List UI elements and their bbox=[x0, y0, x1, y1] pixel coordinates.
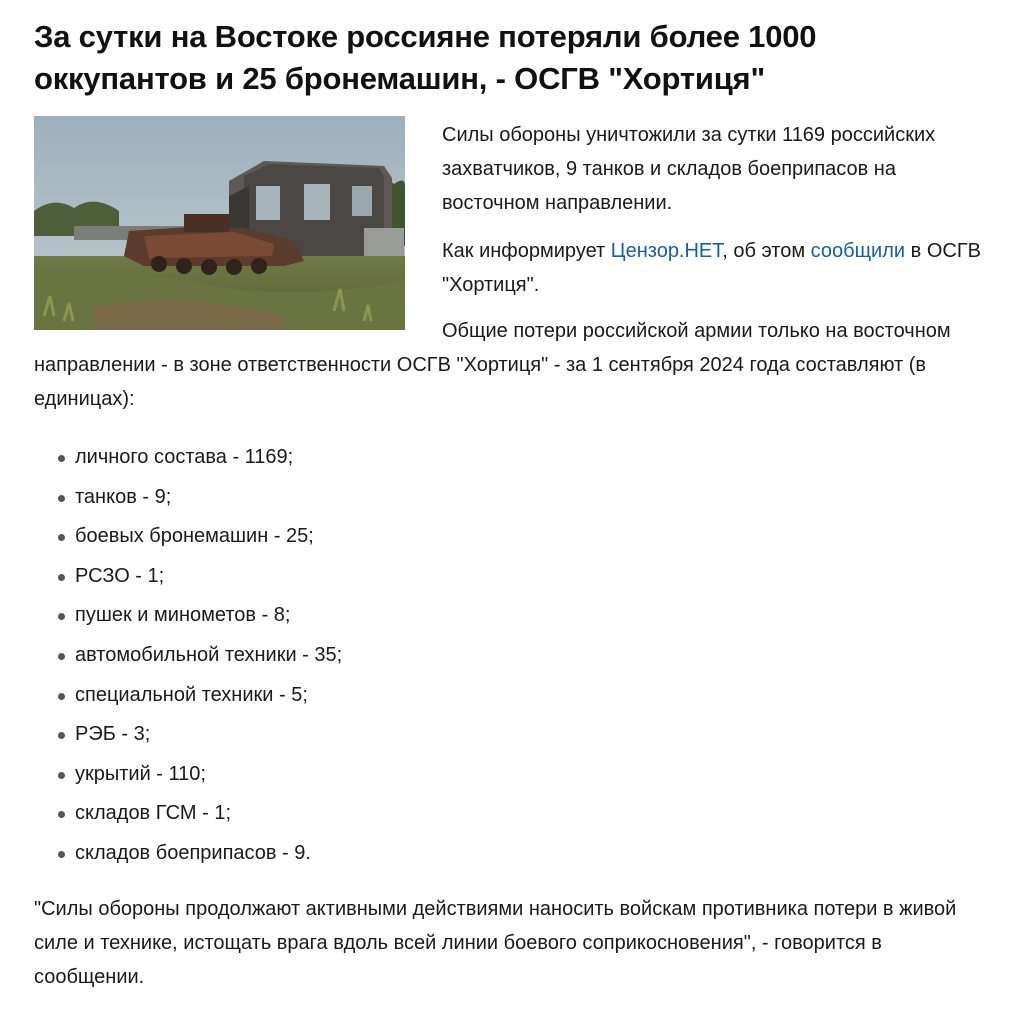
source-middle: , об этом bbox=[722, 240, 811, 262]
list-item-text: танков - 9; bbox=[75, 485, 172, 508]
censor-net-link[interactable]: Цензор.НЕТ bbox=[610, 240, 723, 262]
list-item bbox=[34, 755, 994, 795]
article bbox=[34, 16, 994, 994]
bullet-icon bbox=[58, 653, 65, 660]
list-item-text: складов ГСМ - 1; bbox=[75, 802, 232, 825]
totals-intro-paragraph: Общие потери российской армии только на восточном направлении - в зоне ответственности ОСГВ "Хортиця" - за 1 сентября 2024 года составляют (в единицах): bbox=[34, 320, 951, 410]
bullet-icon bbox=[58, 613, 65, 620]
bullet-icon bbox=[58, 455, 65, 462]
list-item-text: пушек и минометов - 8; bbox=[75, 604, 291, 627]
bullet-icon bbox=[58, 732, 65, 739]
article-photo bbox=[34, 116, 405, 330]
losses-list bbox=[34, 438, 994, 874]
list-item bbox=[34, 596, 994, 636]
bullet-icon bbox=[58, 574, 65, 581]
list-item-text: РСЗО - 1; bbox=[75, 564, 165, 587]
reported-link[interactable]: сообщили bbox=[810, 240, 906, 262]
source-prefix: Как информирует bbox=[442, 240, 611, 262]
lead-paragraph: Силы обороны уничтожили за сутки 1169 российских захватчиков, 9 танков и складов боеприпасов на восточном направлении. bbox=[442, 124, 936, 214]
list-item bbox=[34, 438, 994, 478]
list-item bbox=[34, 676, 994, 716]
destroyed-vehicle-photo bbox=[34, 116, 405, 330]
bullet-icon bbox=[58, 534, 65, 541]
list-item-text: автомобильной техники - 35; bbox=[75, 643, 343, 666]
bullet-icon bbox=[58, 811, 65, 818]
list-item bbox=[34, 517, 994, 557]
list-item bbox=[34, 478, 994, 518]
list-item bbox=[34, 834, 994, 874]
list-item-text: складов боеприпасов - 9. bbox=[75, 841, 311, 864]
list-item bbox=[34, 557, 994, 597]
article-headline: За сутки на Востоке россияне потеряли более 1000 оккупантов и 25 бронемашин, - ОСГВ "Хортиця" bbox=[34, 19, 817, 96]
list-item-text: укрытий - 110; bbox=[75, 762, 206, 785]
list-item bbox=[34, 636, 994, 676]
list-item bbox=[34, 715, 994, 755]
source-suffix: в ОСГВ "Хортиця". bbox=[442, 240, 981, 296]
list-item-text: РЭБ - 3; bbox=[75, 723, 151, 746]
list-item bbox=[34, 794, 994, 834]
bullet-icon bbox=[58, 495, 65, 502]
list-item-text: боевых бронемашин - 25; bbox=[75, 525, 314, 548]
list-item-text: специальной техники - 5; bbox=[75, 683, 308, 706]
bullet-icon bbox=[58, 772, 65, 779]
quote-paragraph: "Силы обороны продолжают активными действиями наносить войскам противника потери в живой силе и технике, истощать врага вдоль всей линии боевого соприкосновения", - говорится в сообщении. bbox=[34, 897, 957, 988]
list-item-text: личного состава - 1169; bbox=[75, 446, 294, 468]
bullet-icon bbox=[58, 851, 65, 858]
bullet-icon bbox=[58, 693, 65, 700]
